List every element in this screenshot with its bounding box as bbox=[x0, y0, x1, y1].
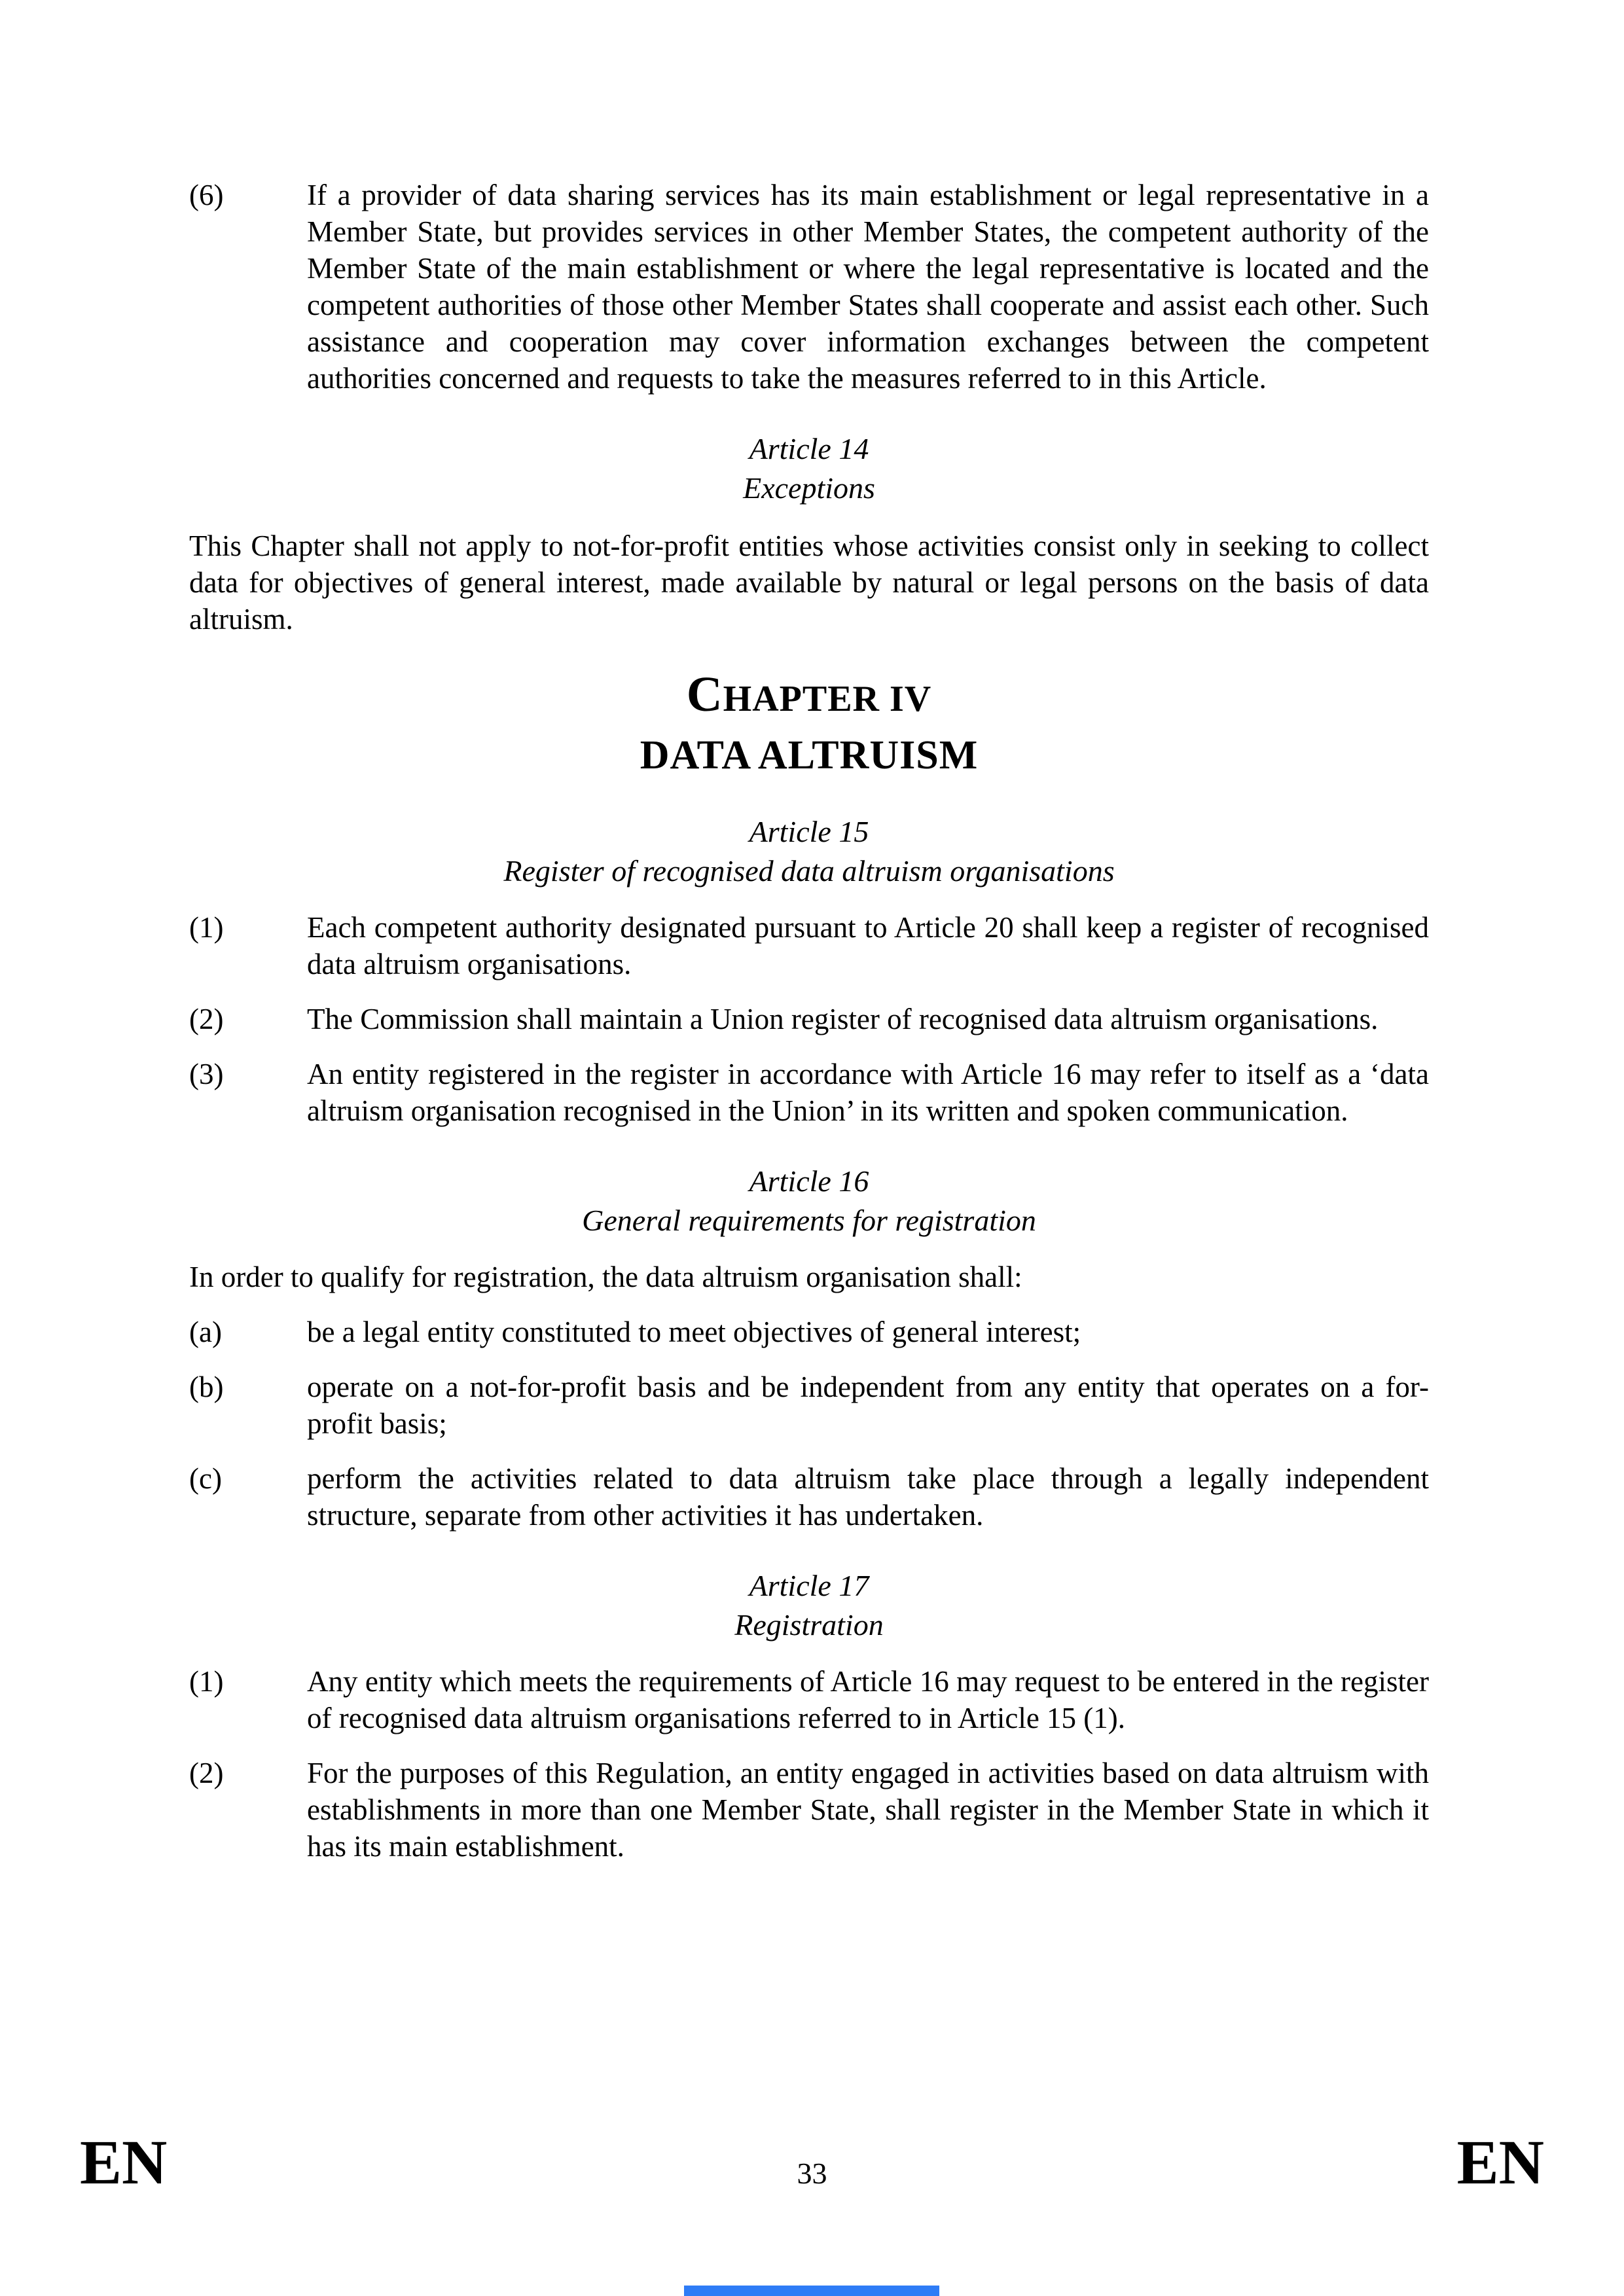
article-subtitle: General requirements for registration bbox=[582, 1204, 1036, 1237]
numbered-paragraph-17-2 bbox=[189, 1755, 1429, 1865]
paragraph-letter: (b) bbox=[189, 1371, 224, 1403]
article-title: Article 15 bbox=[749, 815, 869, 848]
paragraph-text: be a legal entity constituted to meet objectives of general interest; bbox=[307, 1316, 1081, 1348]
chapter-heading-numeral: IV bbox=[890, 679, 932, 719]
chapter-4-title: DATA ALTRUISM bbox=[640, 733, 979, 778]
paragraph-text: For the purposes of this Regulation, an entity engaged in activities based on data altruism with establishments in more than one Member State, shall register in the Member State in which it has its main establishment. bbox=[307, 1757, 1429, 1863]
article-title: Article 17 bbox=[749, 1569, 869, 1602]
page-footer bbox=[80, 2127, 1544, 2197]
paragraph-text: perform the activities related to data altruism take place through a legally independent structure, separate from other activities it has undertaken. bbox=[307, 1462, 1429, 1532]
article-16-heading bbox=[189, 1162, 1429, 1240]
page-number: 33 bbox=[797, 2157, 827, 2190]
numbered-paragraph-15-3 bbox=[189, 1056, 1429, 1129]
lettered-paragraph-16-c bbox=[189, 1460, 1429, 1534]
bottom-link-bar[interactable] bbox=[684, 2286, 939, 2296]
article-17-heading bbox=[189, 1566, 1429, 1645]
article-subtitle: Exceptions bbox=[743, 471, 875, 505]
article-title: Article 16 bbox=[749, 1164, 869, 1198]
article-subtitle: Registration bbox=[734, 1608, 884, 1641]
lettered-paragraph-16-b bbox=[189, 1369, 1429, 1442]
language-marker-left: EN bbox=[80, 2127, 168, 2197]
paragraph-number: (2) bbox=[189, 1757, 224, 1789]
paragraph-text: Each competent authority designated pursuant to Article 20 shall keep a register of recognised data altruism organisations. bbox=[307, 911, 1429, 980]
chapter-heading-rest: HAPTER bbox=[723, 679, 880, 719]
paragraph-text: An entity registered in the register in accordance with Article 16 may refer to itself as a ‘data altruism organisation recognised in the Union’ in its written and spoken communication. bbox=[307, 1058, 1429, 1127]
numbered-paragraph-6 bbox=[189, 177, 1429, 397]
paragraph-number: (1) bbox=[189, 1665, 224, 1698]
numbered-paragraph-15-2 bbox=[189, 1001, 1429, 1037]
paragraph-text: operate on a not-for-profit basis and be independent from any entity that operates on a for-profit basis; bbox=[307, 1371, 1429, 1440]
paragraph-text: The Commission shall maintain a Union register of recognised data altruism organisations. bbox=[307, 1003, 1379, 1035]
paragraph-text: If a provider of data sharing services has its main establishment or legal representative in a Member State, but provides services in other Member States, the competent authority of the Member State of the main establishment or where the legal representative is located and the competent authorities of those other Member States shall cooperate and assist each other. Such assistance and cooperation may cover information exchanges between the competent authorities concerned and requests to take the measures referred to in this Article. bbox=[307, 179, 1429, 395]
numbered-paragraph-15-1 bbox=[189, 909, 1429, 982]
paragraph-number: (6) bbox=[189, 179, 224, 211]
paragraph-number: (1) bbox=[189, 911, 224, 944]
article-14-body: This Chapter shall not apply to not-for-profit entities whose activities consist only in seeking to collect data for objectives of general interest, made available by natural or legal persons on the basis of data altruism. bbox=[189, 529, 1429, 636]
article-subtitle: Register of recognised data altruism organisations bbox=[503, 854, 1115, 888]
page-content bbox=[189, 177, 1429, 1865]
article-15-heading bbox=[189, 812, 1429, 891]
language-marker-right: EN bbox=[1456, 2127, 1544, 2197]
paragraph-text: Any entity which meets the requirements of Article 16 may request to be entered in the register of recognised data altruism organisations referred to in Article 15 (1). bbox=[307, 1665, 1429, 1734]
paragraph-number: (2) bbox=[189, 1003, 224, 1035]
lettered-paragraph-16-a bbox=[189, 1314, 1429, 1350]
paragraph-number: (3) bbox=[189, 1058, 224, 1090]
paragraph-letter: (a) bbox=[189, 1316, 222, 1348]
article-14-heading bbox=[189, 429, 1429, 508]
numbered-paragraph-17-1 bbox=[189, 1663, 1429, 1736]
article-16-intro: In order to qualify for registration, the data altruism organisation shall: bbox=[189, 1261, 1022, 1293]
paragraph-letter: (c) bbox=[189, 1462, 222, 1495]
chapter-4-heading bbox=[189, 666, 1429, 727]
chapter-heading-initial: C bbox=[686, 667, 723, 722]
article-title: Article 14 bbox=[749, 432, 869, 465]
